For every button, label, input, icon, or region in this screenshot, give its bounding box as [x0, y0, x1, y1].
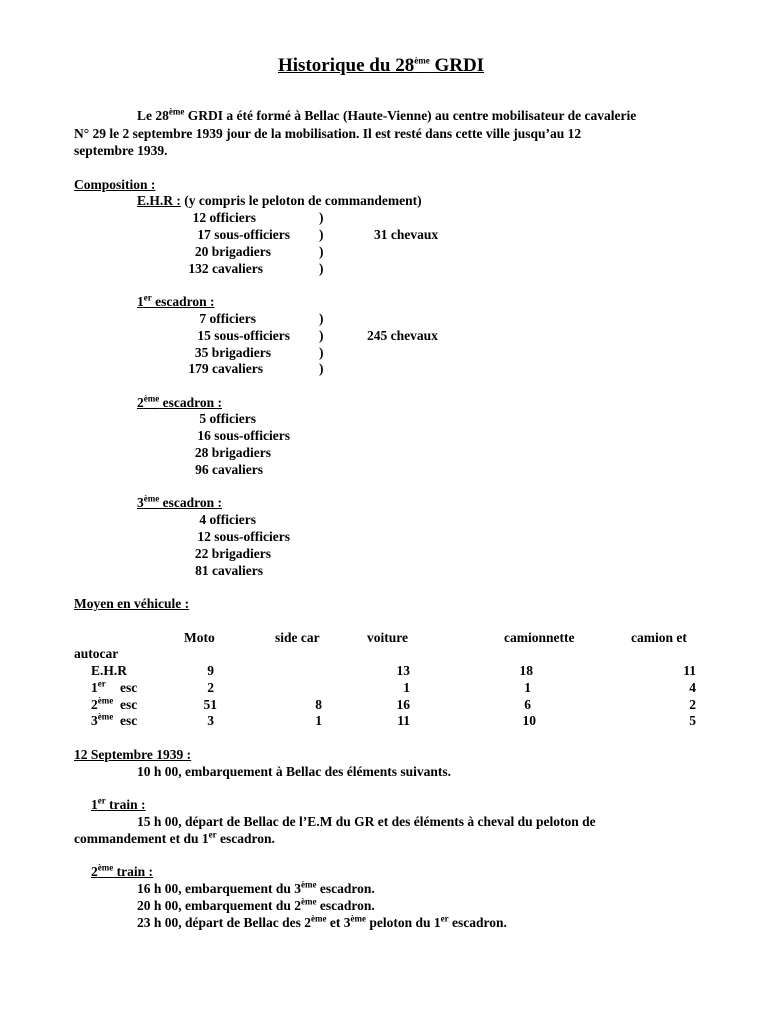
- train1-line-1: 15 h 00, départ de Bellac de l’E.M du GR et des éléments à cheval du peloton de: [137, 814, 596, 829]
- vehicles-heading: Moyen en véhicule :: [74, 596, 190, 611]
- row-label-suffix: esc: [120, 713, 138, 728]
- esc1-row: 35 brigadiers: [194, 345, 271, 360]
- ehr-horses: 31 chevaux: [374, 227, 439, 242]
- paren: ): [319, 361, 324, 376]
- sept12-heading: 12 Septembre 1939 :: [74, 747, 192, 762]
- ehr-row: 132 cavaliers: [188, 261, 263, 276]
- ehr-heading: E.H.R : (y compris le peloton de commandement): [137, 193, 422, 208]
- ehr-row: 20 brigadiers: [194, 244, 271, 259]
- page-title: Historique du 28ème GRDI: [278, 55, 485, 76]
- cell-moto: 51: [203, 697, 217, 712]
- cell-camion: 11: [683, 663, 696, 678]
- cell-camionnette: 6: [524, 697, 531, 712]
- ehr-row: 17 sous-officiers: [197, 227, 290, 242]
- esc1-row: 7 officiers: [199, 311, 256, 326]
- cell-camion: 2: [689, 697, 696, 712]
- cell-voiture: 13: [396, 663, 410, 678]
- cell-moto: 9: [207, 663, 214, 678]
- paren: ): [319, 311, 324, 326]
- cell-camionnette: 10: [522, 713, 536, 728]
- col-header-autocar: autocar: [74, 646, 119, 661]
- esc3-row: 81 cavaliers: [195, 563, 263, 578]
- intro-line-1: Le 28ème GRDI a été formé à Bellac (Haute-Vienne) au centre mobilisateur de cavalerie: [137, 106, 637, 123]
- row-label: 1er: [91, 678, 106, 695]
- paren: ): [319, 261, 324, 276]
- col-header-side-car: side car: [275, 630, 320, 645]
- paren: ): [319, 244, 324, 259]
- train1-heading: 1er train :: [91, 795, 146, 812]
- paren: ): [319, 345, 324, 360]
- esc2-heading: 2ème escadron :: [137, 393, 222, 410]
- cell-camionnette: 1: [524, 680, 531, 695]
- esc1-row: 179 cavaliers: [188, 361, 263, 376]
- esc2-row: 5 officiers: [199, 411, 256, 426]
- cell-voiture: 1: [403, 680, 410, 695]
- col-header-moto: Moto: [184, 630, 215, 645]
- train2-heading: 2ème train :: [91, 862, 153, 879]
- col-header-voiture: voiture: [367, 630, 408, 645]
- esc1-heading: 1er escadron :: [137, 292, 215, 309]
- row-label-suffix: esc: [120, 680, 138, 695]
- train2-line-2: 20 h 00, embarquement du 2ème escadron.: [137, 896, 375, 913]
- cell-voiture: 16: [396, 697, 410, 712]
- sept12-line: 10 h 00, embarquement à Bellac des éléments suivants.: [137, 764, 451, 779]
- cell-camion: 5: [689, 713, 696, 728]
- esc2-row: 28 brigadiers: [194, 445, 271, 460]
- row-label: 2ème: [91, 695, 114, 712]
- cell-side-car: 8: [315, 697, 322, 712]
- composition-heading: Composition :: [74, 177, 156, 192]
- esc2-row: 96 cavaliers: [195, 462, 263, 477]
- col-header-camion: camion et: [631, 630, 687, 645]
- ehr-row: 12 officiers: [192, 210, 256, 225]
- col-header-camionnette: camionnette: [504, 630, 575, 645]
- row-label: 3ème: [91, 711, 114, 728]
- cell-camion: 4: [689, 680, 696, 695]
- row-label: E.H.R: [91, 663, 128, 678]
- esc2-row: 16 sous-officiers: [197, 428, 290, 443]
- esc3-row: 12 sous-officiers: [197, 529, 290, 544]
- cell-camionnette: 18: [519, 663, 533, 678]
- esc1-row: 15 sous-officiers: [197, 328, 290, 343]
- train1-line-2: commandement et du 1er escadron.: [74, 829, 275, 846]
- cell-moto: 3: [207, 713, 214, 728]
- row-label-suffix: esc: [120, 697, 138, 712]
- cell-moto: 2: [207, 680, 214, 695]
- paren: ): [319, 210, 324, 225]
- paren: ): [319, 328, 324, 343]
- cell-voiture: 11: [397, 713, 410, 728]
- intro-line-3: septembre 1939.: [74, 143, 168, 158]
- cell-side-car: 1: [315, 713, 322, 728]
- train2-line-1: 16 h 00, embarquement du 3ème escadron.: [137, 879, 375, 896]
- paren: ): [319, 227, 324, 242]
- esc3-row: 4 officiers: [199, 512, 256, 527]
- esc3-heading: 3ème escadron :: [137, 493, 222, 510]
- train2-line-3: 23 h 00, départ de Bellac des 2ème et 3ème peloton du 1er escadron.: [137, 913, 507, 930]
- intro-line-2: N° 29 le 2 septembre 1939 jour de la mobilisation. Il est resté dans cette ville jusqu’au 12: [74, 126, 582, 141]
- esc3-row: 22 brigadiers: [194, 546, 271, 561]
- esc1-horses: 245 chevaux: [367, 328, 438, 343]
